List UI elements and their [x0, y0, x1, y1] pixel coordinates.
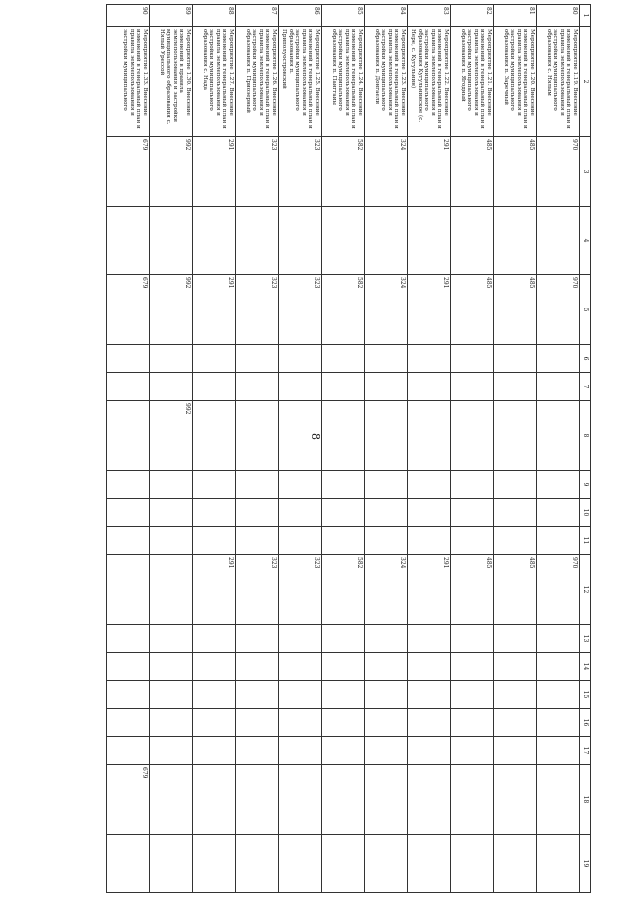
cell-col-18 — [451, 765, 494, 835]
empty-cell — [107, 625, 150, 653]
cell-col-3: 679 — [107, 137, 150, 207]
cell-col-1: 86 — [279, 5, 322, 27]
empty-cell — [236, 625, 279, 653]
cell-col-5: 323 — [236, 275, 279, 345]
column-header: 5 — [580, 275, 591, 345]
column-header: 1 — [580, 5, 591, 27]
empty-cell — [365, 345, 408, 373]
empty-cell — [236, 207, 279, 275]
cell-col-18 — [365, 765, 408, 835]
cell-col-18 — [150, 765, 193, 835]
empty-cell — [408, 737, 451, 765]
cell-col-3: 323 — [279, 137, 322, 207]
table-row — [193, 5, 236, 893]
empty-cell — [279, 207, 322, 275]
cell-col-8 — [193, 401, 236, 471]
cell-col-8 — [494, 401, 537, 471]
empty-cell — [150, 835, 193, 893]
cell-col-12: 485 — [451, 555, 494, 625]
cell-col-2: Мероприятие 1.27. Внесение изменений в генеральный план и правила землепользования и застройки муниципального образования с. Нада — [193, 27, 236, 137]
empty-cell — [107, 681, 150, 709]
empty-cell — [279, 737, 322, 765]
empty-cell — [150, 499, 193, 527]
cell-col-1: 85 — [322, 5, 365, 27]
empty-cell — [150, 471, 193, 499]
column-header: 7 — [580, 373, 591, 401]
cell-col-12: 970 — [537, 555, 580, 625]
empty-cell — [107, 499, 150, 527]
cell-col-5: 679 — [107, 275, 150, 345]
empty-cell — [107, 471, 150, 499]
empty-cell — [193, 625, 236, 653]
cell-col-5: 485 — [494, 275, 537, 345]
cell-col-1: 83 — [408, 5, 451, 27]
cell-col-18: 679 — [107, 765, 150, 835]
empty-cell — [279, 527, 322, 555]
empty-cell — [494, 709, 537, 737]
column-header: 14 — [580, 653, 591, 681]
empty-cell — [193, 737, 236, 765]
cell-col-2: Мероприятие 1.21. Внесение изменений в генеральный план и правила землепользования и застройки муниципального образования п. Ягодный — [451, 27, 494, 137]
cell-col-5: 992 — [150, 275, 193, 345]
column-header: 18 — [580, 765, 591, 835]
cell-col-12 — [107, 555, 150, 625]
cell-col-3: 485 — [451, 137, 494, 207]
empty-cell — [451, 207, 494, 275]
column-header: 10 — [580, 499, 591, 527]
page-number: 8 — [309, 433, 322, 440]
cell-col-3: 324 — [365, 137, 408, 207]
cell-col-12: 291 — [408, 555, 451, 625]
empty-cell — [150, 345, 193, 373]
empty-cell — [107, 835, 150, 893]
empty-cell — [451, 835, 494, 893]
empty-cell — [365, 681, 408, 709]
empty-cell — [537, 625, 580, 653]
column-header: 13 — [580, 625, 591, 653]
empty-cell — [408, 345, 451, 373]
empty-cell — [365, 709, 408, 737]
empty-cell — [236, 681, 279, 709]
table-row — [107, 5, 150, 893]
column-header: 8 — [580, 401, 591, 471]
empty-cell — [193, 681, 236, 709]
cell-col-18 — [193, 765, 236, 835]
empty-cell — [537, 737, 580, 765]
empty-cell — [408, 681, 451, 709]
empty-cell — [365, 835, 408, 893]
cell-col-2: Мероприятие 1.24. Внесение изменений в генеральный план и правила землепользования и застройки муниципального образования п. Панггаиы — [322, 27, 365, 137]
table-row — [279, 5, 322, 893]
empty-cell — [451, 709, 494, 737]
cell-col-12: 324 — [365, 555, 408, 625]
empty-cell — [107, 653, 150, 681]
cell-col-1: 87 — [236, 5, 279, 27]
empty-cell — [365, 471, 408, 499]
empty-cell — [494, 345, 537, 373]
column-header: 9 — [580, 471, 591, 499]
empty-cell — [322, 709, 365, 737]
empty-cell — [193, 499, 236, 527]
empty-cell — [537, 653, 580, 681]
column-header: 11 — [580, 527, 591, 555]
empty-cell — [322, 499, 365, 527]
cell-col-2: Мероприятие 1.19. Внесение изменений в генеральный план и правила землепользования и застройки муниципального образования с. Нялым — [537, 27, 580, 137]
empty-cell — [408, 709, 451, 737]
empty-cell — [408, 499, 451, 527]
empty-cell — [107, 527, 150, 555]
empty-cell — [279, 835, 322, 893]
empty-cell — [279, 499, 322, 527]
empty-cell — [408, 471, 451, 499]
cell-col-18 — [408, 765, 451, 835]
cell-col-3: 970 — [537, 137, 580, 207]
cell-col-1: 88 — [193, 5, 236, 27]
table-row — [408, 5, 451, 893]
empty-cell — [322, 625, 365, 653]
empty-cell — [494, 737, 537, 765]
cell-col-18 — [279, 765, 322, 835]
empty-cell — [279, 471, 322, 499]
empty-cell — [322, 681, 365, 709]
empty-cell — [236, 373, 279, 401]
cell-col-8 — [322, 401, 365, 471]
cell-col-2: Мероприятие 1.33. Внесение изменений в генеральный план и правила землепользования и застройки муниципального — [107, 27, 150, 137]
empty-cell — [236, 499, 279, 527]
cell-col-18 — [236, 765, 279, 835]
empty-cell — [322, 653, 365, 681]
empty-cell — [494, 207, 537, 275]
cell-col-3: 291 — [193, 137, 236, 207]
empty-cell — [408, 835, 451, 893]
empty-cell — [537, 709, 580, 737]
empty-cell — [193, 207, 236, 275]
empty-cell — [322, 737, 365, 765]
empty-cell — [451, 345, 494, 373]
empty-cell — [107, 737, 150, 765]
empty-cell — [150, 737, 193, 765]
cell-col-1: 84 — [365, 5, 408, 27]
empty-cell — [236, 345, 279, 373]
cell-col-3: 485 — [494, 137, 537, 207]
cell-col-5: 324 — [365, 275, 408, 345]
empty-cell — [236, 737, 279, 765]
table-row — [322, 5, 365, 893]
empty-cell — [408, 373, 451, 401]
cell-col-5: 323 — [279, 275, 322, 345]
cell-col-12: 323 — [236, 555, 279, 625]
cell-col-12: 291 — [193, 555, 236, 625]
empty-cell — [150, 207, 193, 275]
empty-cell — [193, 373, 236, 401]
empty-cell — [236, 527, 279, 555]
empty-cell — [494, 653, 537, 681]
empty-cell — [236, 471, 279, 499]
empty-cell — [150, 653, 193, 681]
empty-cell — [537, 681, 580, 709]
empty-cell — [150, 709, 193, 737]
column-header: 12 — [580, 555, 591, 625]
empty-cell — [494, 625, 537, 653]
empty-cell — [150, 373, 193, 401]
empty-cell — [279, 625, 322, 653]
cell-col-12: 582 — [322, 555, 365, 625]
cell-col-8 — [537, 401, 580, 471]
empty-cell — [322, 527, 365, 555]
cell-col-2: Мероприятие 1.22. Внесение изменений в генеральный план и правила землепользования и застройки муниципального образования Кугульнинское (с. Нере, с. Кугульнин) — [408, 27, 451, 137]
cell-col-3: 582 — [322, 137, 365, 207]
cell-col-18 — [537, 765, 580, 835]
empty-cell — [107, 207, 150, 275]
cell-col-5: 291 — [408, 275, 451, 345]
column-header: 19 — [580, 835, 591, 893]
empty-cell — [451, 653, 494, 681]
empty-cell — [537, 207, 580, 275]
cell-col-1: 82 — [451, 5, 494, 27]
empty-cell — [107, 709, 150, 737]
empty-cell — [494, 471, 537, 499]
empty-cell — [236, 653, 279, 681]
cell-col-1: 80 — [537, 5, 580, 27]
cell-col-3: 291 — [408, 137, 451, 207]
cell-col-8 — [451, 401, 494, 471]
empty-cell — [365, 653, 408, 681]
cell-col-3: 992 — [150, 137, 193, 207]
empty-cell — [279, 373, 322, 401]
cell-col-1: 90 — [107, 5, 150, 27]
table-frame — [86, 4, 591, 888]
empty-cell — [537, 345, 580, 373]
empty-cell — [451, 625, 494, 653]
cell-col-8 — [408, 401, 451, 471]
empty-cell — [107, 345, 150, 373]
empty-cell — [193, 527, 236, 555]
empty-cell — [494, 681, 537, 709]
empty-cell — [408, 653, 451, 681]
empty-cell — [193, 709, 236, 737]
empty-cell — [537, 499, 580, 527]
empty-cell — [322, 471, 365, 499]
cell-col-18 — [494, 765, 537, 835]
empty-cell — [150, 625, 193, 653]
empty-cell — [365, 207, 408, 275]
empty-cell — [451, 527, 494, 555]
empty-cell — [365, 737, 408, 765]
cell-col-2: Мероприятие 1.20. Внесение изменений в генеральный план и правила землепользования и застройки муниципального образования п. Заречный — [494, 27, 537, 137]
cell-col-8 — [236, 401, 279, 471]
table-row — [537, 5, 580, 893]
cell-col-5: 582 — [322, 275, 365, 345]
empty-cell — [150, 527, 193, 555]
cell-col-5: 970 — [537, 275, 580, 345]
empty-cell — [537, 471, 580, 499]
empty-cell — [365, 499, 408, 527]
empty-cell — [322, 373, 365, 401]
cell-col-2: Мероприятие 1.26. Внесение изменений в генеральный план и правила землепользования и застройки муниципального образования п. Приозерный — [236, 27, 279, 137]
empty-cell — [451, 737, 494, 765]
table-row — [494, 5, 537, 893]
empty-cell — [365, 625, 408, 653]
empty-cell — [451, 373, 494, 401]
cell-col-5: 291 — [193, 275, 236, 345]
empty-cell — [408, 527, 451, 555]
cell-col-2: Мероприятие 1.25. Внесение изменений в генеральный план и правила землепользования и застройки муниципального образования п. Приполуостровский — [279, 27, 322, 137]
cell-col-8: 992 — [150, 401, 193, 471]
column-header: 16 — [580, 709, 591, 737]
empty-cell — [279, 345, 322, 373]
empty-cell — [279, 653, 322, 681]
empty-cell — [322, 835, 365, 893]
cell-col-8 — [365, 401, 408, 471]
empty-cell — [236, 835, 279, 893]
column-header: 4 — [580, 207, 591, 275]
column-header: 17 — [580, 737, 591, 765]
table-row — [150, 5, 193, 893]
empty-cell — [365, 527, 408, 555]
empty-cell — [494, 373, 537, 401]
cell-col-2: Мероприятие 1.23. Внесение изменений в генеральный план и правила землепользования и застройки муниципального образования п. Донгаели — [365, 27, 408, 137]
empty-cell — [451, 471, 494, 499]
empty-cell — [365, 373, 408, 401]
empty-cell — [279, 709, 322, 737]
cell-col-12 — [150, 555, 193, 625]
empty-cell — [537, 373, 580, 401]
empty-cell — [494, 499, 537, 527]
cell-col-2: Мероприятие 1.30. Внесение изменений в правила землепользования и застройки муниципального образования с. Нялый Урессой — [150, 27, 193, 137]
empty-cell — [537, 835, 580, 893]
column-header: 6 — [580, 345, 591, 373]
cell-col-1: 81 — [494, 5, 537, 27]
table-row — [365, 5, 408, 893]
cell-col-5: 485 — [451, 275, 494, 345]
empty-cell — [236, 709, 279, 737]
empty-cell — [150, 681, 193, 709]
empty-cell — [494, 835, 537, 893]
rotated-table-container — [86, 4, 591, 888]
cell-col-3: 323 — [236, 137, 279, 207]
empty-cell — [408, 625, 451, 653]
empty-cell — [451, 499, 494, 527]
empty-cell — [451, 681, 494, 709]
column-header: 3 — [580, 137, 591, 207]
empty-cell — [322, 207, 365, 275]
empty-cell — [193, 345, 236, 373]
data-table — [106, 4, 591, 893]
header-row — [580, 5, 591, 893]
cell-col-8 — [107, 401, 150, 471]
empty-cell — [494, 527, 537, 555]
cell-col-12: 323 — [279, 555, 322, 625]
empty-cell — [107, 373, 150, 401]
empty-cell — [322, 345, 365, 373]
empty-cell — [408, 207, 451, 275]
empty-cell — [537, 527, 580, 555]
cell-col-8 — [279, 401, 322, 471]
empty-cell — [279, 681, 322, 709]
empty-cell — [193, 835, 236, 893]
cell-col-18 — [322, 765, 365, 835]
cell-col-12: 485 — [494, 555, 537, 625]
empty-cell — [193, 653, 236, 681]
column-header: 15 — [580, 681, 591, 709]
column-header: 2 — [580, 27, 591, 137]
cell-col-1: 89 — [150, 5, 193, 27]
table-row — [236, 5, 279, 893]
empty-cell — [193, 471, 236, 499]
table-row — [451, 5, 494, 893]
